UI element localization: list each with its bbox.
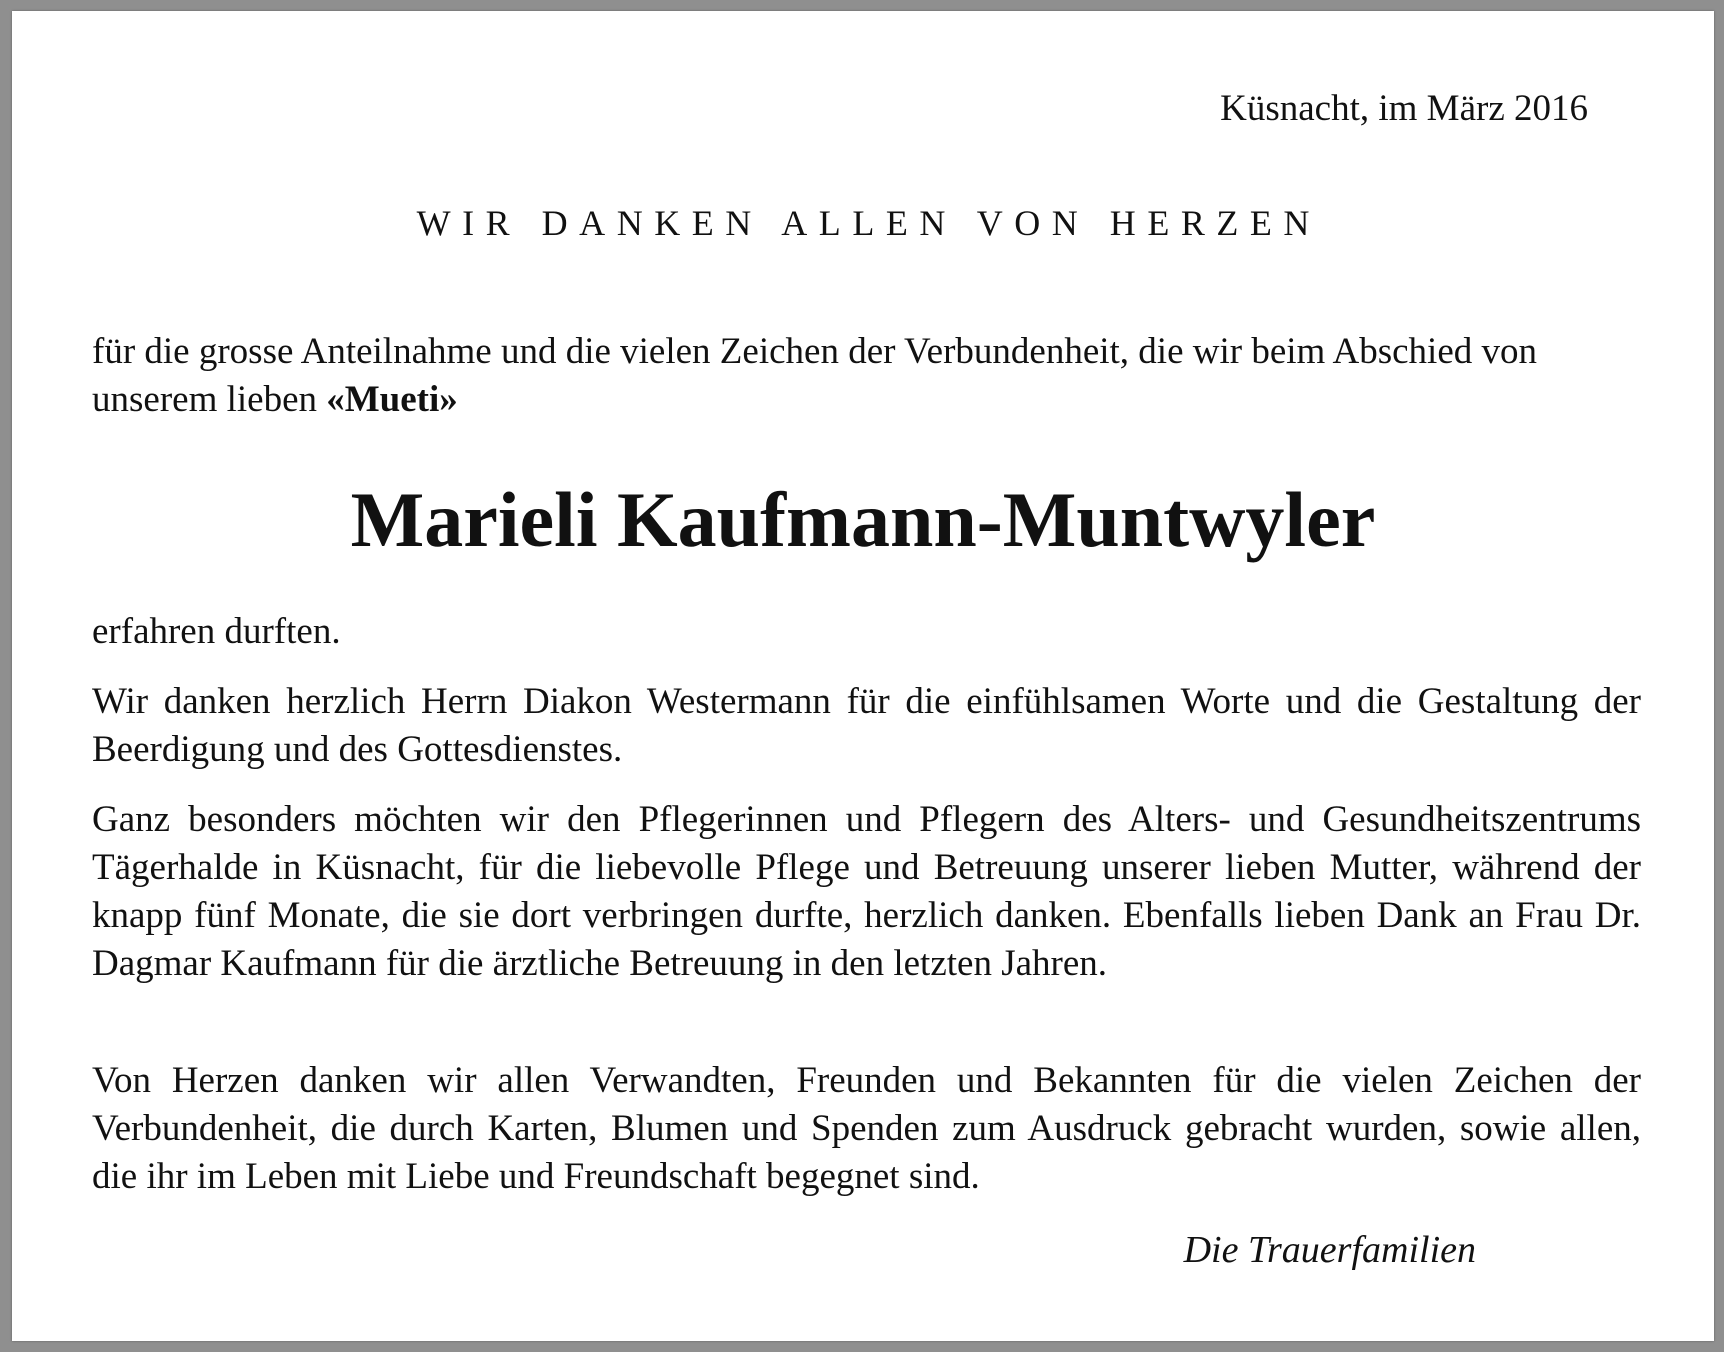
intro-nickname: «Mueti» xyxy=(326,379,458,420)
deceased-name: Marieli Kaufmann-Muntwyler xyxy=(350,476,1376,563)
intro-text: für die grosse Anteilnahme und die vielen Zeichen der Verbundenheit, die wir beim Abschied von unserem lieben xyxy=(92,331,1538,420)
paragraph-diakon: Wir danken herzlich Herrn Diakon Westermann für die einfühlsamen Worte und die Gestaltung der Beerdigung und des Gottesdienstes. xyxy=(92,681,1641,770)
intro-paragraph xyxy=(92,328,1641,424)
paragraph-thanks: Von Herzen danken wir allen Verwandten, Freunden und Bekannten für die vielen Zeichen der Verbundenheit, die durch Karten, Blumen und Spenden zum Ausdruck gebracht wurden, sowie allen, die ihr im Leben mit Liebe und Freundschaft begegnet sind. xyxy=(92,1060,1641,1197)
place-date: Küsnacht, im März 2016 xyxy=(1220,88,1588,129)
notice-heading: WIR DANKEN ALLEN VON HERZEN xyxy=(416,203,1321,243)
paragraph-care: Ganz besonders möchten wir den Pflegerinnen und Pflegern des Alters- und Gesundheitszentrums Tägerhalde in Küsnacht, für die liebevolle Pflege und Betreuung unserer lieben Mutter, während der knapp fünf Monate, die sie dort verbringen durfte, herzlich danken. Ebenfalls lieben Dank an Frau Dr. Dagmar Kaufmann für die ärztliche Betreuung in den letzten Jahren. xyxy=(92,799,1641,984)
notice-page xyxy=(12,11,1714,1341)
signature: Die Trauerfamilien xyxy=(1183,1229,1476,1271)
after-name-text: erfahren durften. xyxy=(92,611,341,652)
